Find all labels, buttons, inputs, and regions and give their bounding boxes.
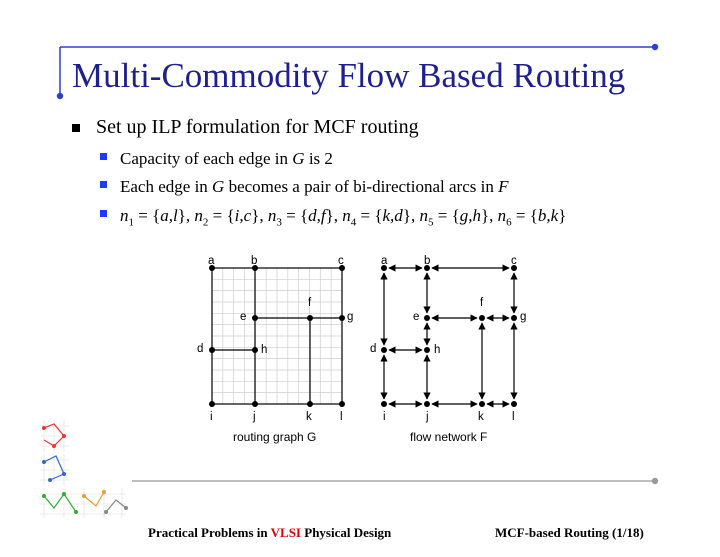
net-item: $n_1 = \{a,l\}$,: [120, 206, 195, 229]
f-label-g: g: [520, 311, 527, 323]
node-j: [252, 401, 258, 407]
node-f: [307, 315, 313, 321]
g-label-l: l: [340, 411, 343, 423]
caption-routing-graph: routing graph G: [233, 430, 317, 444]
node-e: [252, 315, 258, 321]
g-label-g: g: [347, 311, 354, 323]
node-l: [511, 401, 517, 407]
sub-bullet-capacity: Capacity of each edge in G is 2: [120, 149, 333, 168]
f-label-j: j: [426, 411, 429, 423]
g-label-a: a: [208, 255, 215, 267]
sub-bullet-arcs: Each edge in G becomes a pair of bi-directional arcs in F: [120, 177, 509, 196]
node-d: [381, 347, 387, 353]
sub-bullet-marker: [100, 181, 107, 188]
slide-title: Multi-Commodity Flow Based Routing: [72, 56, 626, 95]
f-label-c: c: [511, 255, 517, 267]
flow-network-f: [372, 256, 532, 446]
g-label-b: b: [251, 255, 258, 267]
f-label-l: l: [512, 411, 515, 423]
g-label-f: f: [308, 297, 312, 309]
footer-slide-number: MCF-based Routing (1/18): [495, 525, 644, 540]
f-label-d: d: [370, 343, 377, 355]
f-label-e: e: [413, 311, 420, 323]
sub-bullet-nets: [120, 207, 566, 228]
g-label-k: k: [306, 411, 312, 423]
node-j: [424, 401, 430, 407]
g-label-d: d: [197, 343, 204, 355]
f-label-i: i: [383, 411, 386, 423]
net-item: $n_5 = \{g,h\}$,: [419, 206, 498, 229]
node-g: [511, 315, 517, 321]
node-f: [479, 315, 485, 321]
sub-bullet-marker: [100, 153, 107, 160]
node-k: [479, 401, 485, 407]
logo-graphic: [36, 416, 132, 520]
f-label-f: f: [480, 297, 484, 309]
net-item: $n_3 = \{d,f\}$,: [267, 206, 343, 229]
f-label-k: k: [478, 411, 484, 423]
g-label-i: i: [210, 411, 213, 423]
caption-flow-network: flow network F: [410, 430, 488, 444]
bullet-main: Set up ILP formulation for MCF routing: [96, 116, 419, 138]
sub-bullet-marker: [100, 210, 107, 217]
node-h: [424, 347, 430, 353]
bullet-marker: [72, 124, 80, 132]
node-g: [339, 315, 345, 321]
net-item: $n_4 = \{k,d\}$,: [342, 206, 420, 229]
routing-graph-g: [200, 256, 360, 446]
node-d: [209, 347, 215, 353]
node-h: [252, 347, 258, 353]
node-l: [339, 401, 345, 407]
node-e: [424, 315, 430, 321]
node-k: [307, 401, 313, 407]
f-label-b: b: [424, 255, 431, 267]
g-label-h: h: [261, 344, 268, 356]
footer-course: Practical Problems in VLSI Physical Design: [148, 525, 392, 540]
net-item: $n_2 = \{i,c\}$,: [194, 206, 268, 229]
node-i: [381, 401, 387, 407]
f-label-a: a: [381, 255, 388, 267]
g-label-j: j: [253, 411, 256, 423]
node-i: [209, 401, 215, 407]
g-label-c: c: [338, 255, 344, 267]
net-item: $n_6 = \{b,k\}$: [497, 206, 567, 229]
f-label-h: h: [434, 344, 441, 356]
g-label-e: e: [240, 311, 247, 323]
